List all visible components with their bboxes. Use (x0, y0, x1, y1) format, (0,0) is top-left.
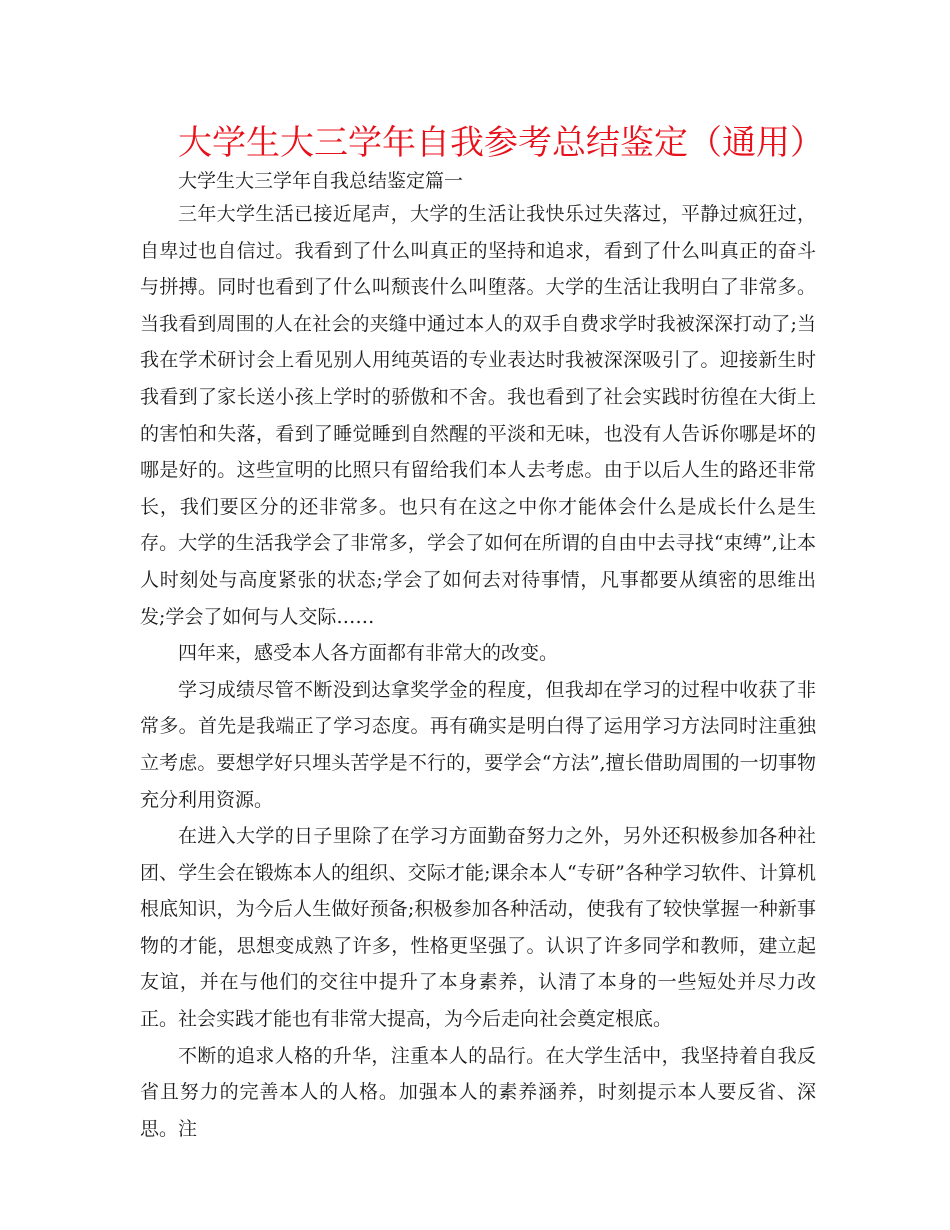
paragraph-2: 四年来，感受本人各方面都有非常大的改变。 (178, 642, 559, 665)
paragraph-4: 在进入大学的日子里除了在学习方面勤奋努力之外，另外还积极参加各种社团、学生会在锻炼本人的组织、交际才能;课余本人“专研”各种学习软件、计算机根底知识，为今后人生做好预备;积极参加各种活动，使我有了较快掌握一种新事物的才能，思想变成熟了许多，性格更坚强了。认识了许多同学和教师，建立起友谊，并在与他们的交往中提升了本身素养，认清了本身的一些短处并尽力改正。社会实践才能也有非常大提高，为今后走向社会奠定根底。 (140, 825, 816, 1031)
document-subtitle: 大学生大三学年自我总结鉴定篇一 (178, 170, 464, 192)
paragraph-3: 学习成绩尽管不断没到达拿奖学金的程度，但我却在学习的过程中收获了非常多。首先是我端正了学习态度。再有确实是明白得了运用学习方法同时注重独立考虑。要想学好只埋头苦学是不行的，要学会“方法”,擅长借助周围的一切事物充分利用资源。 (140, 678, 816, 811)
paragraph-5: 不断的追求人格的升华，注重本人的品行。在大学生活中，我坚持着自我反省且努力的完善本人的人格。加强本人的素养涵养，时刻提示本人要反省、深思。注 (140, 1044, 816, 1140)
document-title: 大学生大三学年自我参考总结鉴定（通用） (178, 123, 824, 163)
paragraph-1: 三年大学生活已接近尾声，大学的生活让我快乐过失落过，平静过疯狂过，自卑过也自信过。我看到了什么叫真正的坚持和追求，看到了什么叫真正的奋斗与拼搏。同时也看到了什么叫颓丧什么叫堕落。大学的生活让我明白了非常多。当我看到周围的人在社会的夹缝中通过本人的双手自费求学时我被深深打动了;当我在学术研讨会上看见别人用纯英语的专业表达时我被深深吸引了。迎接新生时我看到了家长送小孩上学时的骄傲和不舍。我也看到了社会实践时彷徨在大街上的害怕和失落，看到了睡觉睡到自然醒的平淡和无味，也没有人告诉你哪是坏的哪是好的。这些宣明的比照只有留给我们本人去考虑。由于以后人生的路还非常长，我们要区分的还非常多。也只有在这之中你才能体会什么是成长什么是生存。大学的生活我学会了非常多，学会了如何在所谓的自由中去寻找“束缚”,让本人时刻处与高度紧张的状态;学会了如何去对待事情，凡事都要从缜密的思维出发;学会了如何与人交际…… (140, 203, 816, 628)
document-body (140, 196, 816, 1147)
